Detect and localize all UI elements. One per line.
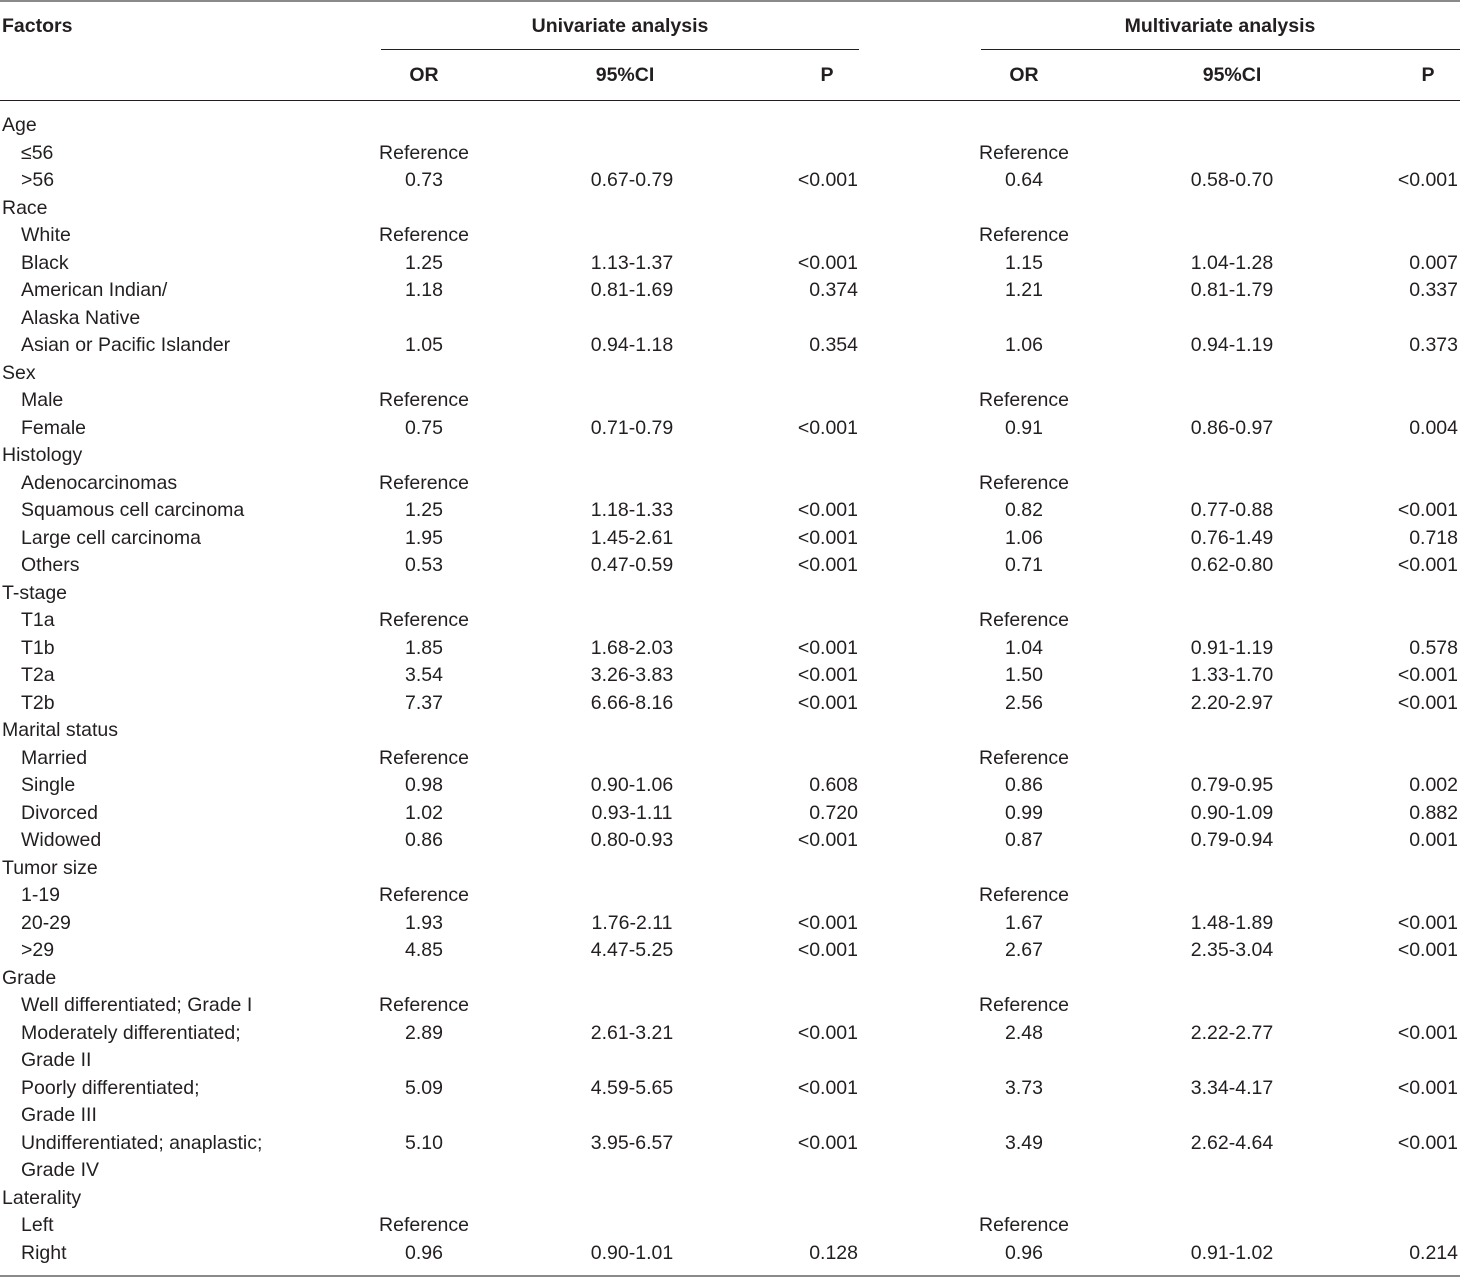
factor-group-label: Marital status xyxy=(2,719,118,741)
factor-group-label: T-stage xyxy=(2,581,68,604)
header-univariate-or: OR xyxy=(409,64,439,86)
univariate-p-cell: 0.374 xyxy=(809,279,858,301)
univariate-p-cell: <0.001 xyxy=(797,636,858,659)
factor-level-label: >56 xyxy=(21,169,55,191)
univariate-p-cell: <0.001 xyxy=(797,1131,858,1154)
univariate-ci-cell: 1.45-2.61 xyxy=(590,526,674,549)
multivariate-ci-cell: 1.33-1.70 xyxy=(1190,664,1274,686)
univariate-p-cell: 0.354 xyxy=(809,334,858,356)
univariate-ci-cell: 0.90-1.06 xyxy=(590,774,674,796)
multivariate-p-cell: <0.001 xyxy=(1397,691,1458,714)
univariate-p-cell: <0.001 xyxy=(797,829,858,851)
univariate-or-cell: 1.93 xyxy=(405,911,443,934)
multivariate-ci-cell: 1.04-1.28 xyxy=(1190,251,1274,274)
multivariate-p-cell: 0.718 xyxy=(1409,526,1458,549)
univariate-or-cell: 1.02 xyxy=(405,801,443,824)
univariate-or-cell: 0.96 xyxy=(405,1241,443,1264)
multivariate-or-cell: 0.71 xyxy=(1005,554,1043,576)
multivariate-ci-cell: 2.62-4.64 xyxy=(1190,1131,1274,1154)
multivariate-or-cell: Reference xyxy=(979,471,1069,494)
multivariate-or-cell: 1.06 xyxy=(1005,334,1043,356)
univariate-or-cell: 1.25 xyxy=(405,499,443,521)
univariate-p-cell: <0.001 xyxy=(797,911,858,934)
univariate-or-cell: 5.10 xyxy=(405,1131,443,1154)
multivariate-ci-cell: 0.76-1.49 xyxy=(1190,526,1274,549)
multivariate-p-cell: 0.578 xyxy=(1409,636,1458,659)
multivariate-ci-cell: 1.48-1.89 xyxy=(1190,911,1274,934)
table-top-rule xyxy=(0,0,1460,2)
multivariate-p-cell: <0.001 xyxy=(1397,664,1458,686)
factor-level-label: Adenocarcinomas xyxy=(21,471,178,494)
factor-level-label: Single xyxy=(21,774,76,796)
multivariate-or-cell: 0.96 xyxy=(1005,1241,1043,1264)
factor-level-label: Divorced xyxy=(21,801,98,824)
factor-level-label: Widowed xyxy=(21,829,102,851)
factor-level-label: White xyxy=(21,224,71,246)
multivariate-p-cell: 0.002 xyxy=(1409,774,1458,796)
univariate-p-cell: 0.128 xyxy=(809,1241,858,1264)
factor-group-label: Laterality xyxy=(2,1186,82,1209)
factor-level-label: Male xyxy=(21,389,64,411)
factor-level-label: Right xyxy=(21,1241,67,1264)
multivariate-or-cell: 0.87 xyxy=(1005,829,1043,851)
multivariate-or-cell: Reference xyxy=(979,224,1069,246)
univariate-ci-cell: 0.94-1.18 xyxy=(590,334,674,356)
multivariate-p-cell: <0.001 xyxy=(1397,1021,1458,1044)
multivariate-ci-cell: 0.91-1.02 xyxy=(1190,1241,1274,1264)
factor-group-label: Grade xyxy=(2,966,57,989)
univariate-or-cell: Reference xyxy=(379,994,469,1016)
univariate-or-cell: 1.95 xyxy=(405,526,443,549)
univariate-ci-cell: 0.67-0.79 xyxy=(590,169,674,191)
multivariate-or-cell: Reference xyxy=(979,884,1069,906)
multivariate-or-cell: 1.21 xyxy=(1005,279,1043,301)
univariate-p-cell: <0.001 xyxy=(797,1021,858,1044)
factor-level-label: Alaska Native xyxy=(21,306,141,329)
multivariate-or-cell: Reference xyxy=(979,609,1069,631)
univariate-p-cell: <0.001 xyxy=(797,169,858,191)
univariate-or-cell: Reference xyxy=(379,471,469,494)
multivariate-or-cell: 1.06 xyxy=(1005,526,1043,549)
factor-level-label: Others xyxy=(21,554,80,576)
univariate-or-cell: 2.89 xyxy=(405,1021,443,1044)
multivariate-or-cell: 0.91 xyxy=(1005,416,1043,439)
factor-level-label: Well differentiated; Grade I xyxy=(21,994,253,1016)
multivariate-p-cell: 0.004 xyxy=(1409,416,1458,439)
univariate-or-cell: Reference xyxy=(379,1214,469,1236)
factor-level-label: Grade II xyxy=(21,1049,92,1071)
factor-group-label: Sex xyxy=(2,361,36,384)
multivariate-ci-cell: 2.22-2.77 xyxy=(1190,1021,1274,1044)
univariate-p-cell: <0.001 xyxy=(797,416,858,439)
header-univariate-p: P xyxy=(820,64,834,86)
univariate-ci-cell: 1.76-2.11 xyxy=(591,911,673,934)
multivariate-p-cell: 0.001 xyxy=(1409,829,1458,851)
univariate-p-cell: <0.001 xyxy=(797,664,858,686)
univariate-p-cell: 0.720 xyxy=(809,801,858,824)
factor-level-label: Female xyxy=(21,416,87,439)
univariate-ci-cell: 0.47-0.59 xyxy=(590,554,674,576)
factor-level-label: >29 xyxy=(21,939,55,961)
univariate-ci-cell: 0.80-0.93 xyxy=(590,829,674,851)
multivariate-p-cell: <0.001 xyxy=(1397,499,1458,521)
univariate-or-cell: 1.18 xyxy=(405,279,443,301)
multivariate-ci-cell: 0.81-1.79 xyxy=(1190,279,1274,301)
univariate-p-cell: 0.608 xyxy=(809,774,858,796)
factor-level-label: Asian or Pacific Islander xyxy=(21,334,231,356)
multivariate-or-cell: 0.82 xyxy=(1005,499,1043,521)
univariate-span-rule xyxy=(381,49,859,50)
header-univariate-ci: 95%CI xyxy=(595,64,655,86)
multivariate-or-cell: 0.64 xyxy=(1005,169,1043,191)
multivariate-ci-cell: 0.90-1.09 xyxy=(1190,801,1274,824)
multivariate-or-cell: 0.86 xyxy=(1005,774,1043,796)
multivariate-or-cell: 1.50 xyxy=(1005,664,1043,686)
multivariate-p-cell: <0.001 xyxy=(1397,1076,1458,1099)
univariate-or-cell: Reference xyxy=(379,609,469,631)
multivariate-or-cell: Reference xyxy=(979,1214,1069,1236)
multivariate-or-cell: 1.67 xyxy=(1005,911,1043,934)
multivariate-p-cell: <0.001 xyxy=(1397,939,1458,961)
multivariate-p-cell: <0.001 xyxy=(1397,1131,1458,1154)
multivariate-or-cell: 2.67 xyxy=(1005,939,1043,961)
univariate-p-cell: <0.001 xyxy=(797,499,858,521)
multivariate-or-cell: Reference xyxy=(979,994,1069,1016)
univariate-ci-cell: 1.18-1.33 xyxy=(590,499,674,521)
multivariate-p-cell: <0.001 xyxy=(1397,169,1458,191)
multivariate-or-cell: 0.99 xyxy=(1005,801,1043,824)
univariate-p-cell: <0.001 xyxy=(797,1076,858,1099)
multivariate-or-cell: Reference xyxy=(979,389,1069,411)
univariate-or-cell: 1.85 xyxy=(405,636,443,659)
multivariate-or-cell: 2.48 xyxy=(1005,1021,1043,1044)
multivariate-or-cell: 3.49 xyxy=(1005,1131,1043,1154)
multivariate-ci-cell: 0.77-0.88 xyxy=(1190,499,1274,521)
multivariate-ci-cell: 0.94-1.19 xyxy=(1190,334,1274,356)
factor-level-label: Left xyxy=(21,1214,54,1236)
factor-level-label: T2b xyxy=(21,691,55,714)
univariate-ci-cell: 0.90-1.01 xyxy=(590,1241,674,1264)
factor-level-label: 1-19 xyxy=(21,884,61,906)
univariate-ci-cell: 4.47-5.25 xyxy=(590,939,674,961)
factor-level-label: 20-29 xyxy=(21,911,71,934)
univariate-ci-cell: 6.66-8.16 xyxy=(590,691,674,714)
univariate-or-cell: Reference xyxy=(379,389,469,411)
multivariate-p-cell: 0.337 xyxy=(1409,279,1458,301)
multivariate-ci-cell: 2.35-3.04 xyxy=(1190,939,1274,961)
univariate-or-cell: 1.05 xyxy=(405,334,443,356)
univariate-ci-cell: 0.81-1.69 xyxy=(590,279,674,301)
univariate-ci-cell: 1.13-1.37 xyxy=(590,251,674,274)
factor-level-label: T2a xyxy=(21,664,55,686)
factor-level-label: ≤56 xyxy=(21,141,54,164)
multivariate-or-cell: Reference xyxy=(979,141,1069,164)
multivariate-p-cell: <0.001 xyxy=(1397,554,1458,576)
header-bottom-rule xyxy=(0,100,1460,101)
univariate-or-cell: Reference xyxy=(379,224,469,246)
univariate-or-cell: 0.73 xyxy=(405,169,443,191)
multivariate-or-cell: Reference xyxy=(979,746,1069,769)
univariate-p-cell: <0.001 xyxy=(797,691,858,714)
multivariate-ci-cell: 0.86-0.97 xyxy=(1190,416,1274,439)
factor-level-label: Large cell carcinoma xyxy=(21,526,201,549)
factor-level-label: Squamous cell carcinoma xyxy=(21,499,245,521)
multivariate-ci-cell: 3.34-4.17 xyxy=(1190,1076,1274,1099)
univariate-ci-cell: 1.68-2.03 xyxy=(590,636,674,659)
univariate-p-cell: <0.001 xyxy=(797,554,858,576)
factor-group-label: Histology xyxy=(2,444,83,466)
factor-level-label: Black xyxy=(21,251,69,274)
univariate-or-cell: 0.86 xyxy=(405,829,443,851)
univariate-p-cell: <0.001 xyxy=(797,251,858,274)
multivariate-p-cell: 0.373 xyxy=(1409,334,1458,356)
header-multivariate-ci: 95%CI xyxy=(1202,64,1262,86)
univariate-p-cell: <0.001 xyxy=(797,939,858,961)
factor-level-label: Undifferentiated; anaplastic; xyxy=(21,1131,263,1154)
multivariate-p-cell: <0.001 xyxy=(1397,911,1458,934)
univariate-or-cell: 0.53 xyxy=(405,554,443,576)
multivariate-span-rule xyxy=(981,49,1460,50)
header-factors: Factors xyxy=(2,15,73,37)
univariate-ci-cell: 0.93-1.11 xyxy=(591,801,673,824)
univariate-ci-cell: 3.26-3.83 xyxy=(590,664,674,686)
multivariate-ci-cell: 0.91-1.19 xyxy=(1190,636,1274,659)
header-multivariate-p: P xyxy=(1421,64,1435,86)
univariate-p-cell: <0.001 xyxy=(797,526,858,549)
factor-level-label: Grade IV xyxy=(21,1159,100,1181)
multivariate-ci-cell: 0.62-0.80 xyxy=(1190,554,1274,576)
multivariate-p-cell: 0.214 xyxy=(1409,1241,1458,1264)
multivariate-or-cell: 3.73 xyxy=(1005,1076,1043,1099)
univariate-or-cell: 3.54 xyxy=(405,664,443,686)
factor-level-label: Poorly differentiated; xyxy=(21,1076,200,1099)
multivariate-ci-cell: 2.20-2.97 xyxy=(1190,691,1274,714)
factor-level-label: Married xyxy=(21,746,88,769)
univariate-or-cell: 0.98 xyxy=(405,774,443,796)
multivariate-or-cell: 1.04 xyxy=(1005,636,1043,659)
multivariate-ci-cell: 0.58-0.70 xyxy=(1190,169,1274,191)
univariate-or-cell: Reference xyxy=(379,884,469,906)
multivariate-ci-cell: 0.79-0.95 xyxy=(1190,774,1274,796)
factor-group-label: Age xyxy=(2,114,37,136)
multivariate-p-cell: 0.007 xyxy=(1409,251,1458,274)
header-univariate: Univariate analysis xyxy=(531,15,709,37)
univariate-or-cell: Reference xyxy=(379,746,469,769)
factor-level-label: Moderately differentiated; xyxy=(21,1021,241,1044)
header-multivariate: Multivariate analysis xyxy=(1124,15,1316,37)
factor-group-label: Tumor size xyxy=(2,856,98,879)
univariate-or-cell: 5.09 xyxy=(405,1076,443,1099)
multivariate-ci-cell: 0.79-0.94 xyxy=(1190,829,1274,851)
factor-level-label: T1a xyxy=(21,609,55,631)
univariate-ci-cell: 0.71-0.79 xyxy=(590,416,674,439)
multivariate-p-cell: 0.882 xyxy=(1409,801,1458,824)
header-multivariate-or: OR xyxy=(1009,64,1039,86)
factor-level-label: Grade III xyxy=(21,1104,97,1126)
univariate-or-cell: 1.25 xyxy=(405,251,443,274)
multivariate-or-cell: 1.15 xyxy=(1005,251,1043,274)
univariate-or-cell: 4.85 xyxy=(405,939,443,961)
univariate-or-cell: 0.75 xyxy=(405,416,443,439)
univariate-ci-cell: 3.95-6.57 xyxy=(590,1131,674,1154)
univariate-or-cell: Reference xyxy=(379,141,469,164)
multivariate-or-cell: 2.56 xyxy=(1005,691,1043,714)
univariate-or-cell: 7.37 xyxy=(405,691,443,714)
factor-group-label: Race xyxy=(2,196,48,219)
univariate-ci-cell: 2.61-3.21 xyxy=(590,1021,674,1044)
factor-level-label: American Indian/ xyxy=(21,279,168,301)
univariate-ci-cell: 4.59-5.65 xyxy=(590,1076,674,1099)
factor-level-label: T1b xyxy=(21,636,55,659)
